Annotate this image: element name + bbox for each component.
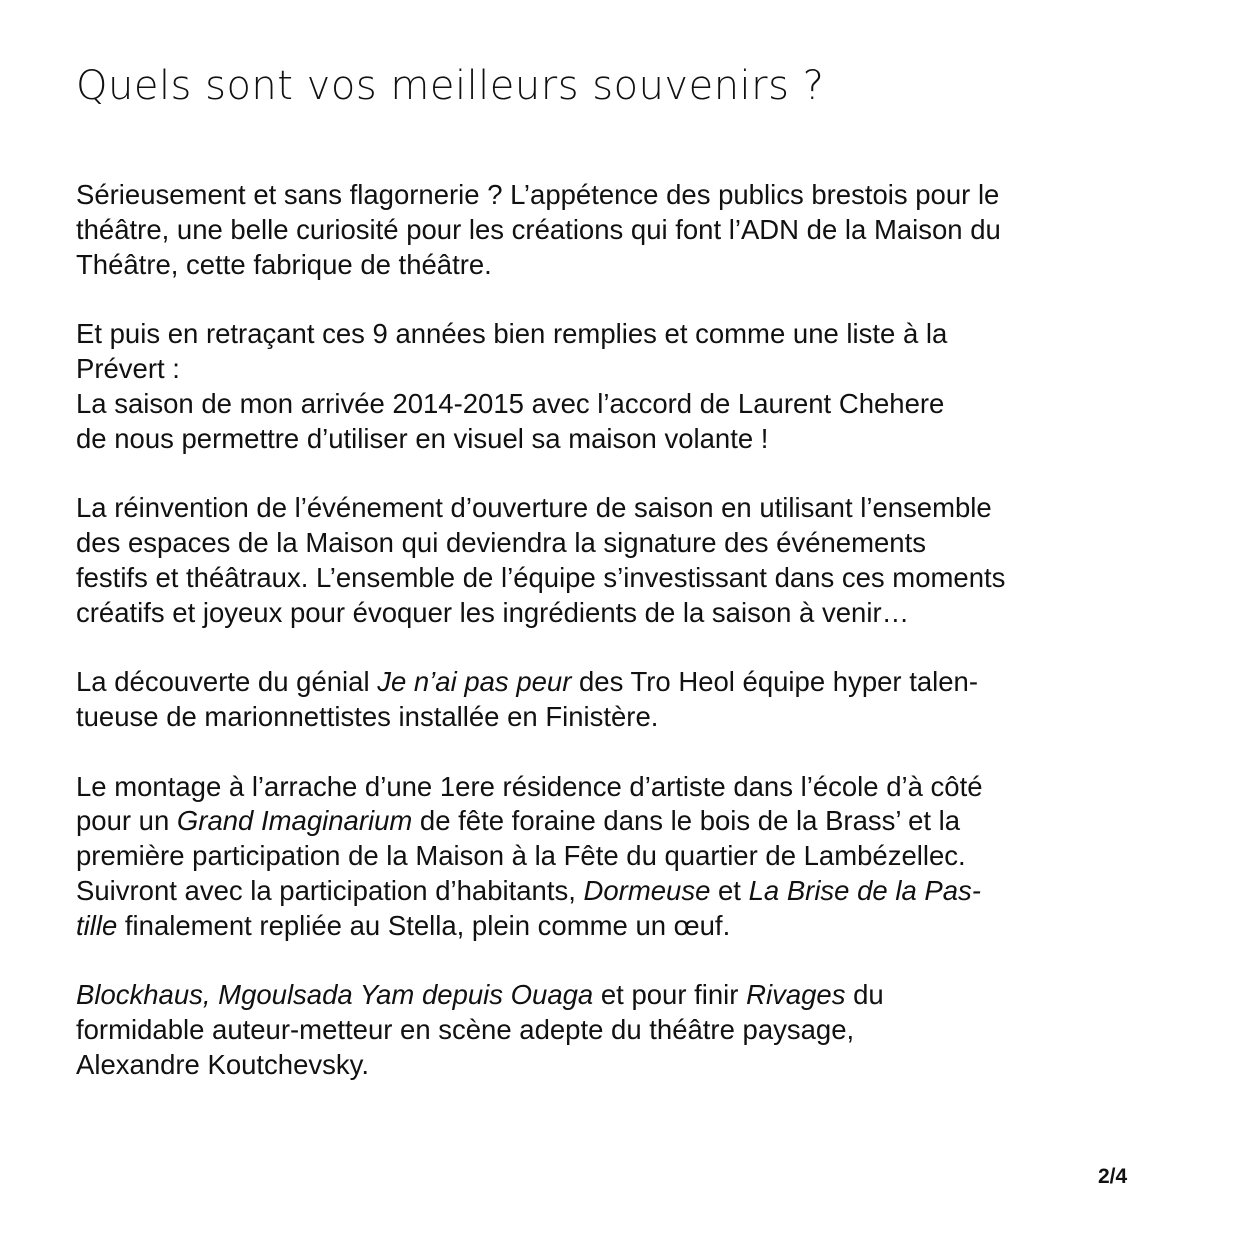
paragraph [76, 178, 1186, 282]
text-line [76, 1013, 1186, 1048]
italic-title: tille [76, 909, 118, 941]
text-segment: Le montage à l’arrache d’une 1ere résidence d’artiste dans l’école d’à côté [76, 770, 983, 802]
paragraph [76, 978, 1186, 1082]
text-line [76, 178, 1186, 213]
text-segment: du [845, 979, 884, 1011]
paragraph [76, 317, 1186, 456]
text-segment: des espaces de la Maison qui deviendra la signature des événements [76, 526, 926, 558]
italic-title: Grand Imaginarium [176, 805, 413, 837]
text-segment: Et puis en retraçant ces 9 années bien remplies et comme une liste à la [76, 318, 948, 350]
text-segment: tueuse de marionnettistes installée en Finistère. [76, 700, 659, 732]
text-segment: La découverte du génial [76, 666, 378, 698]
text-line [76, 700, 1186, 735]
body-text [76, 178, 1186, 1118]
text-segment: et pour finir [593, 979, 747, 1011]
text-segment: Suivront avec la participation d’habitants, [76, 874, 584, 906]
text-line [76, 1048, 1186, 1083]
text-line [76, 387, 1186, 422]
page-title: Quels sont vos meilleurs souvenirs ? [76, 63, 825, 109]
text-segment: formidable auteur-metteur en scène adepte du théâtre paysage, [76, 1014, 855, 1046]
text-segment: Prévert : [76, 352, 180, 384]
paragraph [76, 491, 1186, 630]
text-line [76, 596, 1186, 631]
text-segment: créatifs et joyeux pour évoquer les ingrédients de la saison à venir… [76, 596, 910, 628]
italic-title: Rivages [746, 979, 846, 1011]
italic-title: La Brise de la Pas- [748, 874, 981, 906]
text-line [76, 248, 1186, 283]
text-line [76, 839, 1186, 874]
text-segment: Sérieusement et sans flagornerie ? L’appétence des publics brestois pour le [76, 179, 1000, 210]
text-segment: finalement repliée au Stella, plein comme un œuf. [117, 909, 731, 941]
text-segment: festifs et théâtraux. L’ensemble de l’équipe s’investissant dans ces moments [76, 561, 1006, 593]
paragraph [76, 665, 1186, 735]
text-line [76, 526, 1186, 561]
text-segment: théâtre, une belle curiosité pour les créations qui font l’ADN de la Maison du [76, 213, 1001, 245]
paragraph [76, 770, 1186, 944]
text-line [76, 213, 1186, 248]
text-line [76, 874, 1186, 909]
text-segment: première participation de la Maison à la Fête du quartier de Lambézellec. [76, 840, 966, 872]
text-line [76, 491, 1186, 526]
text-line [76, 561, 1186, 596]
text-segment: La réinvention de l’événement d’ouverture de saison en utilisant l’ensemble [76, 492, 992, 524]
text-segment: de fête foraine dans le bois de la Brass’ et la [412, 805, 961, 837]
text-line [76, 978, 1186, 1013]
text-line [76, 665, 1186, 700]
text-line [76, 909, 1186, 944]
text-segment: pour un [76, 805, 177, 837]
text-segment: des Tro Heol équipe hyper talen- [571, 666, 978, 698]
text-line [76, 422, 1186, 457]
text-segment: Alexandre Koutchevsky. [76, 1048, 369, 1080]
text-line [76, 770, 1186, 805]
italic-title: Dormeuse [583, 874, 711, 906]
italic-title: Blockhaus, Mgoulsada Yam depuis Ouaga [76, 979, 594, 1011]
text-segment: Théâtre, cette fabrique de théâtre. [76, 248, 492, 280]
text-line [76, 317, 1186, 352]
text-line [76, 804, 1186, 839]
italic-title: Je n’ai pas peur [377, 666, 572, 698]
text-segment: La saison de mon arrivée 2014-2015 avec l’accord de Laurent Chehere [76, 387, 945, 419]
text-segment: de nous permettre d’utiliser en visuel sa maison volante ! [76, 422, 769, 454]
text-segment: et [710, 874, 749, 906]
page-number: 2/4 [1098, 1165, 1128, 1188]
text-line [76, 352, 1186, 387]
